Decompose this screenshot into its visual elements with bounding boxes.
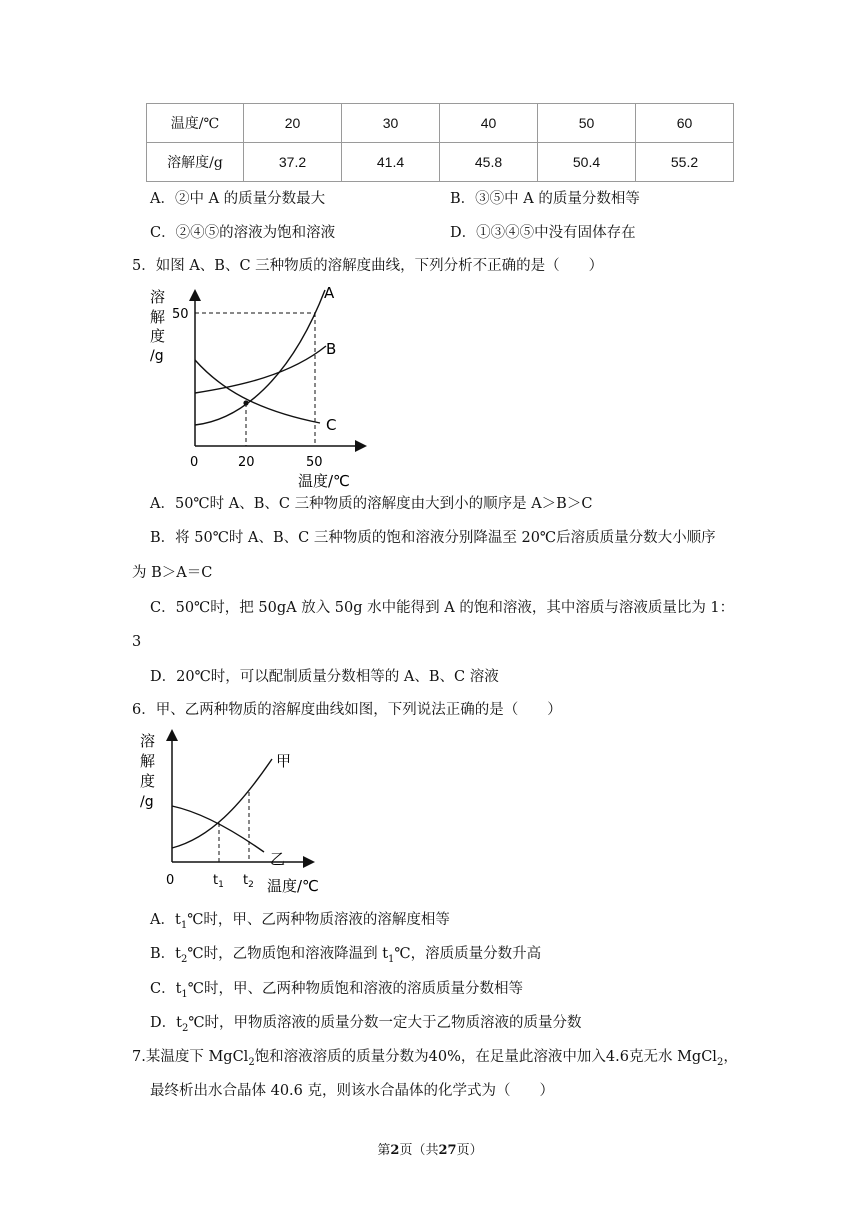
curve-label-a: A [324, 284, 335, 302]
curve-c [195, 360, 320, 423]
ylabel-char: 度 [140, 772, 156, 790]
table-cell: 50 [538, 104, 636, 143]
q5-solubility-chart [140, 280, 370, 490]
ylabel-char: 度 [150, 327, 166, 345]
intersection-point [243, 400, 248, 405]
table-cell: 60 [636, 104, 734, 143]
table-row [147, 104, 734, 143]
x-tick-label: 20 [238, 455, 255, 470]
curve-label-b: B [326, 340, 337, 358]
q6-option-d: D．$t_2℃$时，甲物质溶液的质量分数一定大于乙物质溶液的质量分数 [150, 1015, 582, 1034]
table-row [147, 143, 734, 182]
q5-option-b-line1: B．将 50℃时 A、B、C 三种物质的饱和溶液分别降温至 20℃后溶质质量分数大小顺序 [150, 530, 716, 546]
q5-option-c-line1: C．50℃时，把 50gA 放入 50g 水中能得到 A 的饱和溶液，其中溶质与溶液质量比为 1： [150, 600, 735, 616]
table-cell: 40 [440, 104, 538, 143]
curve-yi [172, 806, 264, 852]
q4-option-b: B．③⑤中 A 的质量分数相等 [450, 191, 640, 207]
q5-option-b-line2: 为 B＞A＝C [132, 565, 213, 581]
q6-option-b: B．$t_2℃$时，乙物质饱和溶液降温到 $t_1℃$，溶质质量分数升高 [150, 946, 542, 965]
x-axis-label: 温度/℃ [298, 472, 350, 490]
curve-label-c: C [326, 416, 337, 434]
ylabel-char: 解 [140, 752, 156, 770]
table-cell: 20 [244, 104, 342, 143]
q7-stem-line1: 7.某温度下 MgCl$_2$饱和溶液溶质的质量分数为40%，在足量此溶液中加入4.6克无水 MgCl$_2$， [132, 1049, 738, 1068]
table-cell: 溶解度/g [147, 143, 244, 182]
ylabel-char: 溶 [150, 288, 166, 306]
x-tick-label: $t_1$ [213, 873, 224, 890]
x-tick-label: $t_2$ [243, 873, 254, 890]
q6-option-c: C．$t_1℃$时，甲、乙两种物质饱和溶液的溶质质量分数相等 [150, 981, 524, 1000]
ylabel-char: 解 [150, 308, 166, 326]
ylabel-char: 溶 [140, 732, 156, 750]
table-cell: 30 [342, 104, 440, 143]
table-cell: 41.4 [342, 143, 440, 182]
q4-option-d: D．①③④⑤中没有固体存在 [450, 225, 636, 241]
curve-jia [172, 759, 272, 848]
x-axis-label: 温度/℃ [267, 877, 319, 895]
curve-label-yi: 乙 [270, 850, 286, 868]
q6-stem: 6．甲、乙两种物质的溶解度曲线如图，下列说法正确的是（ ） [132, 702, 562, 718]
q5-option-c-line2: 3 [132, 634, 142, 650]
origin-label: 0 [190, 455, 199, 470]
table-cell: 55.2 [636, 143, 734, 182]
q6-solubility-chart [140, 726, 340, 898]
origin-label: 0 [166, 873, 175, 888]
curve-b [195, 346, 326, 393]
page-footer: 第2页（共27页） [377, 1143, 483, 1158]
table-cell: 50.4 [538, 143, 636, 182]
table-cell: 45.8 [440, 143, 538, 182]
q5-option-a: A．50℃时 A、B、C 三种物质的溶解度由大到小的顺序是 A＞B＞C [150, 496, 593, 512]
y-tick-label: 50 [172, 307, 189, 322]
ylabel-char: /g [140, 794, 154, 810]
ylabel-char: /g [150, 348, 164, 364]
x-tick-label: 50 [306, 455, 323, 470]
table-cell: 37.2 [244, 143, 342, 182]
q4-option-c: C．②④⑤的溶液为饱和溶液 [150, 225, 336, 241]
q5-stem: 5．如图 A、B、C 三种物质的溶解度曲线，下列分析不正确的是（ ） [132, 258, 604, 274]
q7-stem-line2: 最终析出水合晶体 40.6 克，则该水合晶体的化学式为（ ） [150, 1083, 555, 1099]
table-cell: 温度/℃ [147, 104, 244, 143]
curve-label-jia: 甲 [276, 752, 292, 770]
q4-option-a: A．②中 A 的质量分数最大 [150, 191, 326, 207]
q6-option-a: A．$t_1℃$时，甲、乙两种物质溶液的溶解度相等 [150, 912, 450, 931]
solubility-table [146, 103, 734, 182]
q5-option-d: D．20℃时，可以配制质量分数相等的 A、B、C 溶液 [150, 669, 499, 685]
